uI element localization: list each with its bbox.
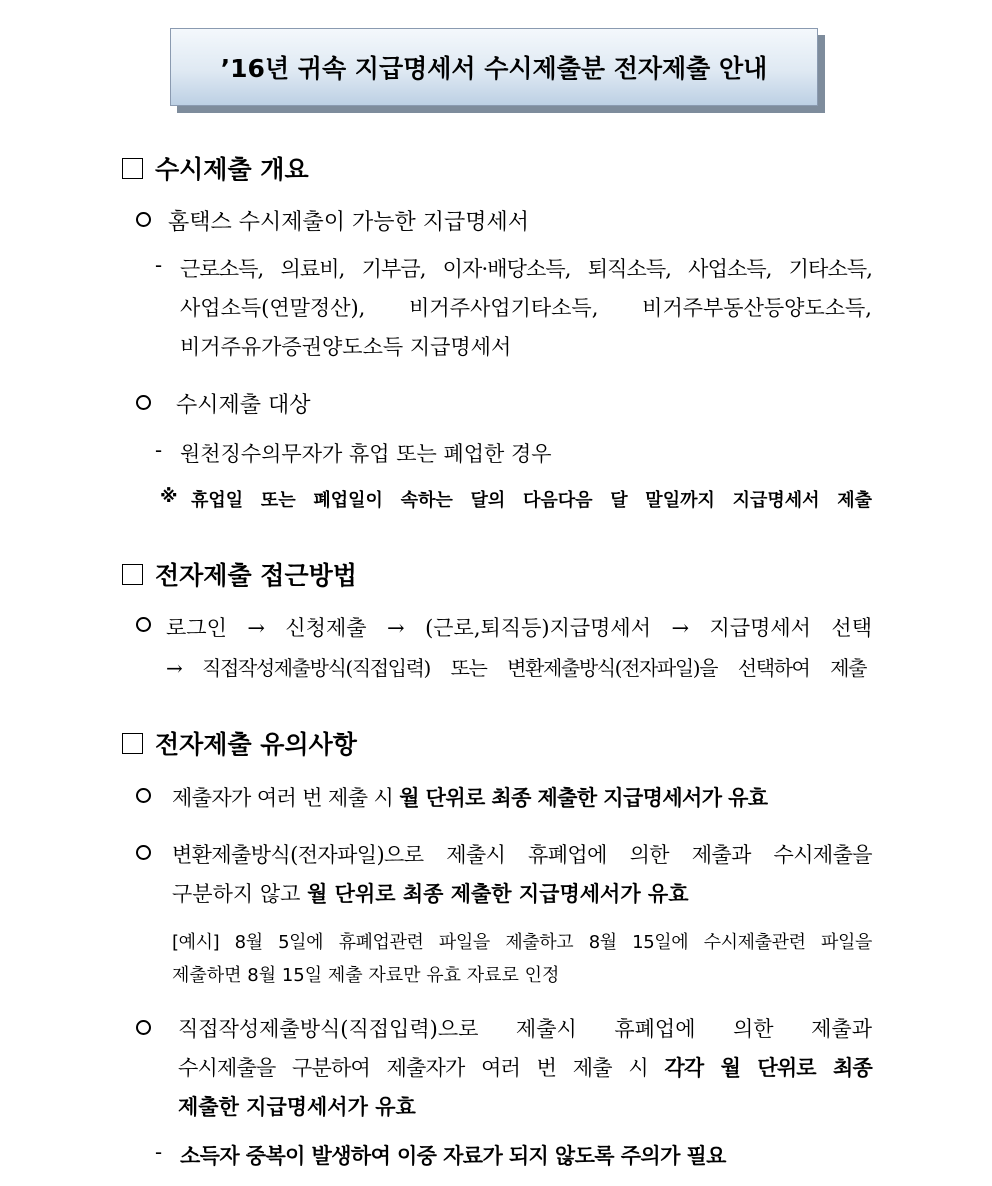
section-heading-access bbox=[122, 556, 357, 592]
notes-item-3-line2 bbox=[178, 1052, 872, 1082]
notes-final: 소득자 중복이 발생하여 이중 자료가 되지 않도록 주의가 필요 bbox=[180, 1143, 726, 1168]
overview-item-2-text: 원천징수의무자가 휴업 또는 폐업한 경우 bbox=[180, 442, 552, 466]
circle-bullet-icon bbox=[136, 1020, 151, 1035]
notes-item-1 bbox=[172, 782, 767, 812]
notes-item-3-bullet bbox=[136, 1020, 151, 1042]
overview-item-2-note-mark: ※ bbox=[160, 486, 178, 507]
section-heading-notes-text: 전자제출 유의사항 bbox=[155, 730, 357, 759]
overview-item-2-dash: - bbox=[155, 438, 163, 462]
notes-item-3-line2-bold: 각각 월 단위로 최종 bbox=[664, 1055, 872, 1080]
overview-item-1-line1: 근로소득, 의료비, 기부금, 이자·배당소득, 퇴직소득, 사업소득, 기타소득, bbox=[180, 257, 872, 281]
notes-item-2-bullet bbox=[136, 845, 151, 867]
circle-bullet-icon bbox=[136, 617, 151, 632]
notes-item-2-line2-bold: 월 단위로 최종 제출한 지급명세서가 유효 bbox=[307, 881, 689, 906]
notes-final-dash: - bbox=[155, 1140, 163, 1164]
overview-item-2-label: 수시제출 대상 bbox=[176, 393, 311, 418]
notes-item-3-line1: 직접작성제출방식(직접입력)으로 제출시 휴폐업에 의한 제출과 bbox=[178, 1017, 872, 1041]
circle-bullet-icon bbox=[136, 788, 151, 803]
title-box bbox=[170, 28, 818, 106]
circle-bullet-icon bbox=[136, 845, 151, 860]
square-bullet-icon bbox=[122, 158, 143, 179]
overview-item-1 bbox=[136, 205, 529, 236]
notes-item-3-line3: 제출한 지급명세서가 유효 bbox=[178, 1094, 416, 1119]
overview-item-2-note: 휴업일 또는 폐업일이 속하는 달의 다음다음 달 말일까지 지급명세서 제출 bbox=[191, 490, 872, 511]
section-heading-overview bbox=[122, 150, 309, 186]
section-heading-access-text: 전자제출 접근방법 bbox=[155, 561, 357, 590]
overview-item-1-dash: - bbox=[155, 253, 163, 277]
notes-item-1-bullet bbox=[136, 788, 151, 810]
access-line1: 로그인 → 신청제출 → (근로,퇴직등)지급명세서 → 지급명세서 선택 bbox=[166, 616, 872, 640]
access-line2: → 직접작성제출방식(직접입력) 또는 변환제출방식(전자파일)을 선택하여 제출 bbox=[166, 656, 866, 680]
access-bullet bbox=[136, 617, 151, 639]
notes-item-2-line2 bbox=[172, 878, 689, 908]
notes-item-3-line2-plain: 수시제출을 구분하여 제출자가 여러 번 제출 시 bbox=[178, 1056, 665, 1080]
square-bullet-icon bbox=[122, 564, 143, 585]
notes-item-1-bold: 월 단위로 최종 제출한 지급명세서가 유효 bbox=[399, 785, 768, 810]
overview-item-1-line2: 사업소득(연말정산), 비거주사업기타소득, 비거주부동산등양도소득, bbox=[180, 296, 872, 320]
circle-bullet-icon bbox=[136, 212, 151, 227]
notes-item-1-plain: 제출자가 여러 번 제출 시 bbox=[172, 786, 400, 810]
section-heading-overview-text: 수시제출 개요 bbox=[155, 155, 309, 184]
square-bullet-icon bbox=[122, 733, 143, 754]
notes-example-line1: [예시] 8월 5일에 휴폐업관련 파일을 제출하고 8월 15일에 수시제출관련 파일을 bbox=[172, 932, 872, 953]
page-title: ’16년 귀속 지급명세서 수시제출분 전자제출 안내 bbox=[220, 54, 768, 83]
circle-bullet-icon bbox=[136, 395, 151, 410]
overview-item-1-line3: 비거주유가증권양도소득 지급명세서 bbox=[180, 335, 512, 359]
section-heading-notes bbox=[122, 725, 357, 761]
notes-item-2-line2-plain: 구분하지 않고 bbox=[172, 882, 308, 906]
overview-item-1-label: 홈택스 수시제출이 가능한 지급명세서 bbox=[168, 210, 530, 235]
overview-item-2 bbox=[136, 388, 311, 419]
notes-example-line2: 제출하면 8월 15일 제출 자료만 유효 자료로 인정 bbox=[172, 965, 560, 986]
notes-item-2-line1: 변환제출방식(전자파일)으로 제출시 휴폐업에 의한 제출과 수시제출을 bbox=[172, 843, 872, 867]
